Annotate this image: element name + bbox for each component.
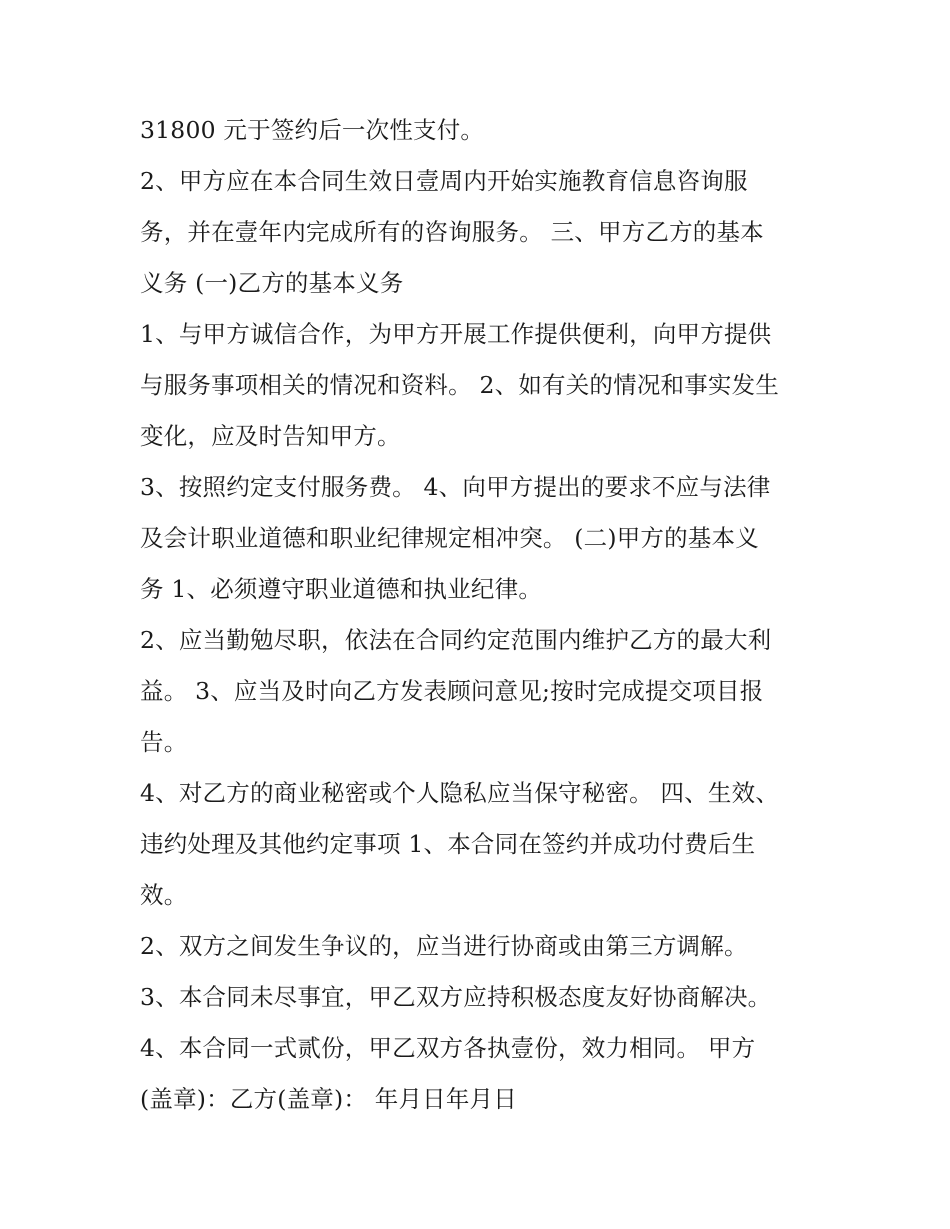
text-line: 2、甲方应在本合同生效日壹周内开始实施教育信息咨询服 <box>140 167 748 195</box>
text-line: 益。 3、应当及时向乙方发表顾问意见;按时完成提交项目报 <box>140 677 764 705</box>
text-line: 2、应当勤勉尽职，依法在合同约定范围内维护乙方的最大利 <box>140 626 772 654</box>
text-line: 31800 元于签约后一次性支付。 <box>140 116 485 144</box>
text-line: 4、本合同一式贰份，甲乙双方各执壹份，效力相同。 甲方 <box>140 1034 756 1062</box>
text-line: 效。 <box>140 881 188 909</box>
text-line: 与服务事项相关的情况和资料。 2、如有关的情况和事实发生 <box>140 371 780 399</box>
contract-text <box>140 105 820 1125</box>
text-line: 务，并在壹年内完成所有的咨询服务。 三、甲方乙方的基本 <box>140 218 764 246</box>
text-line: 违约处理及其他约定事项 1、本合同在签约并成功付费后生 <box>140 830 756 858</box>
text-line: 3、按照约定支付服务费。 4、向甲方提出的要求不应与法律 <box>140 473 771 501</box>
text-line: 告。 <box>140 728 188 756</box>
text-line: 2、双方之间发生争议的，应当进行协商或由第三方调解。 <box>140 932 748 960</box>
text-line: 3、本合同未尽事宜，甲乙双方应持积极态度友好协商解决。 <box>140 983 772 1011</box>
text-line: 4、对乙方的商业秘密或个人隐私应当保守秘密。 四、生效、 <box>140 779 780 807</box>
text-line: 变化，应及时告知甲方。 <box>140 422 401 450</box>
text-line: 1、与甲方诚信合作，为甲方开展工作提供便利，向甲方提供 <box>140 320 772 348</box>
text-line: (盖章)：乙方(盖章)： 年月日年月日 <box>140 1085 517 1113</box>
text-line: 义务 (一)乙方的基本义务 <box>140 269 404 297</box>
text-line: 及会计职业道德和职业纪律规定相冲突。 (二)甲方的基本义 <box>140 524 759 552</box>
text-line: 务 1、必须遵守职业道德和执业纪律。 <box>140 575 543 603</box>
